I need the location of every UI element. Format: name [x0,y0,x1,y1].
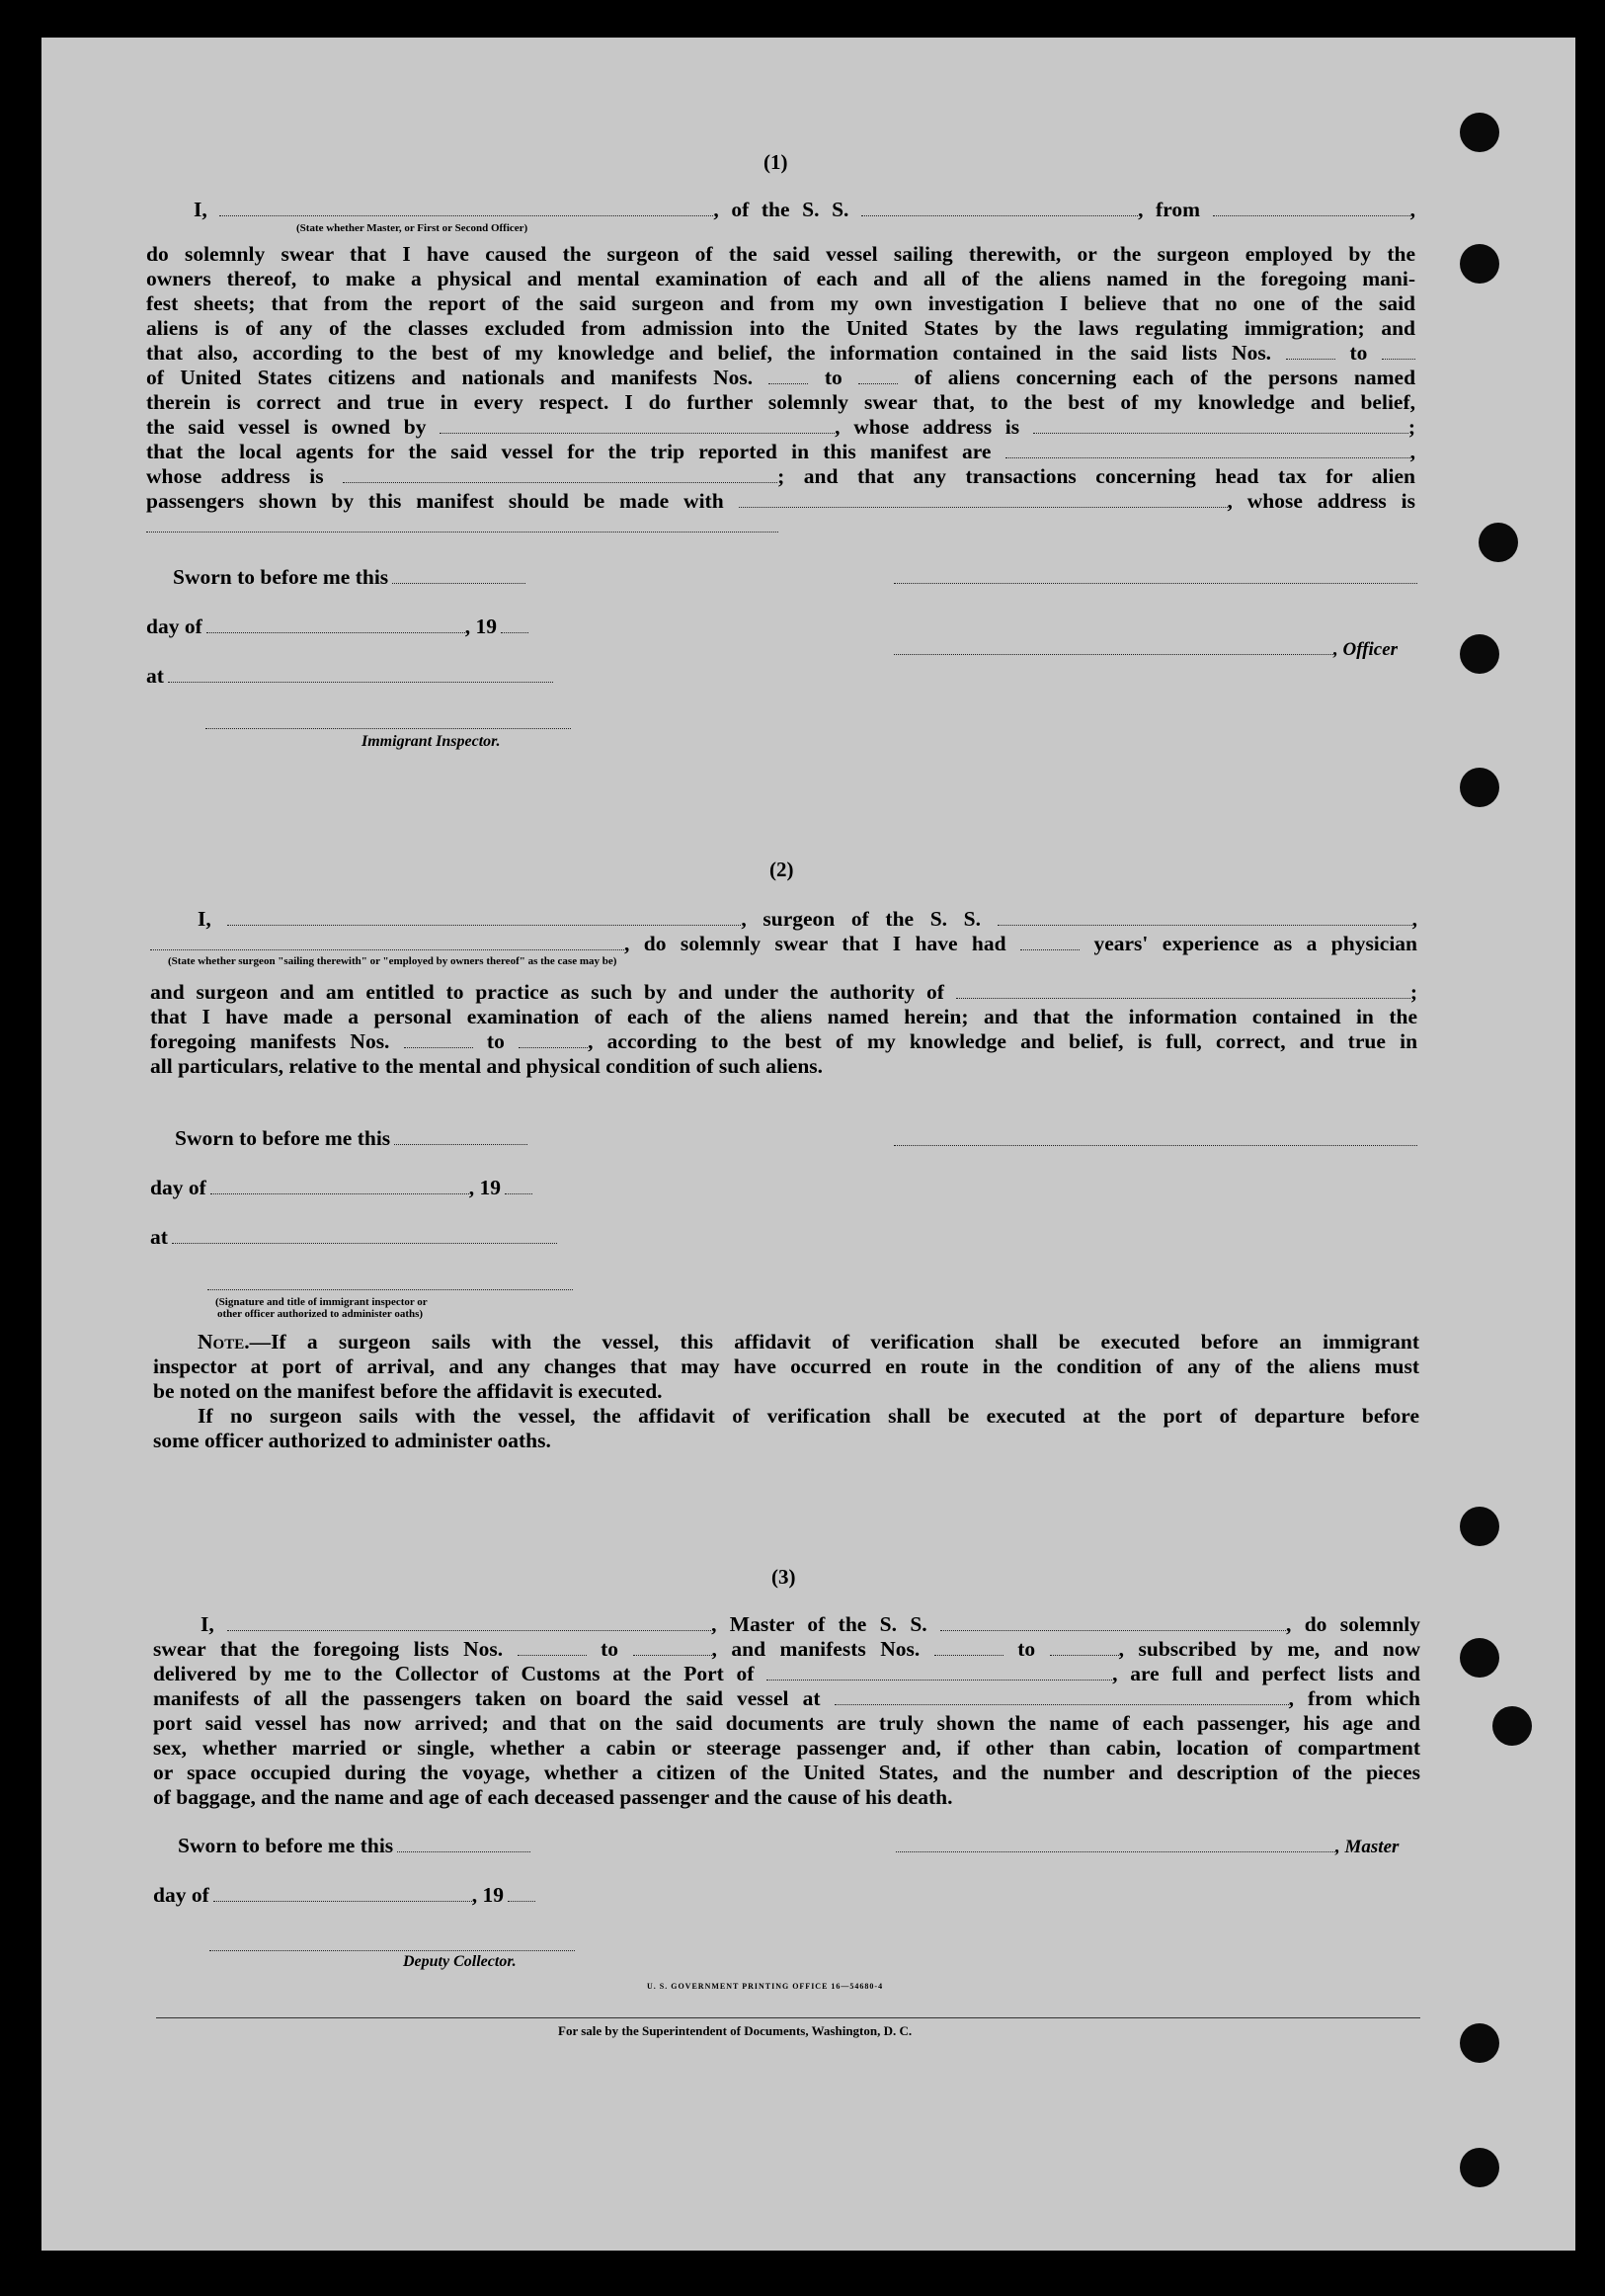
note-line: be noted on the manifest before the affidavit is executed. [153,1379,663,1403]
owner-field[interactable] [440,417,835,434]
text: that the local agents for the said vessel for the trip reported in this manifest are [146,440,992,463]
punch-hole [1460,2148,1499,2187]
sworn-day-field[interactable] [392,567,525,584]
officer-label: , Officer [1333,639,1399,660]
body-line [146,415,1415,440]
day-of-label: day of [146,615,202,638]
authority-field[interactable] [956,982,1410,999]
deputy-label: Deputy Collector. [403,1953,517,1970]
text: to [1017,1637,1036,1661]
text: , of the S. S. [713,198,849,221]
text: , Master of the S. S. [711,1612,927,1636]
vessel-name-field[interactable] [940,1614,1286,1631]
body-line: aliens is of any of the classes excluded from admission into the United States by the laws regulating immigration; and [146,316,1415,340]
officer-signature-field[interactable] [894,638,1333,655]
punch-hole [1460,1638,1499,1678]
text: to [824,366,843,389]
text: , whose address is [835,415,1020,439]
deputy-signature-line[interactable] [209,1950,575,1951]
sworn-day-field[interactable] [394,1128,527,1145]
punch-hole [1460,2023,1499,2063]
year-field[interactable] [505,1178,532,1194]
section-2-line-2 [150,932,1417,956]
at-place-field[interactable] [172,1227,557,1244]
surgeon-status-field[interactable] [150,934,624,950]
text: , do solemnly [1286,1612,1420,1636]
head-tax-contact-field[interactable] [739,491,1228,508]
month-field[interactable] [210,1178,469,1194]
section-3-number: (3) [771,1565,796,1589]
manifests-from-field[interactable] [404,1031,473,1048]
officer-caption: (State whether Master, or First or Second Officer) [296,222,528,234]
year-label: , 19 [468,1176,501,1199]
years-field[interactable] [1020,934,1080,950]
at-label: at [150,1225,168,1249]
lists-to-field[interactable] [1382,343,1415,360]
section-2-number: (2) [769,858,794,881]
sworn-label: Sworn to before me this [178,1834,394,1857]
signature-caption: (Signature and title of immigrant inspector or [215,1296,428,1308]
officer-sign-block [894,638,1398,661]
signature-line[interactable] [894,583,1417,584]
sworn-label: Sworn to before me this [175,1126,391,1150]
body-line: port said vessel has now arrived; and that on the said documents are truly shown the name of each passenger, his age and [153,1711,1420,1735]
manifests-to-field[interactable] [858,368,898,384]
body-line: fest sheets; that from the report of the said surgeon and from my own investigation I believe that no one of the said [146,291,1415,315]
year-field[interactable] [501,616,528,633]
owner-address-field[interactable] [1033,417,1408,434]
from-port-field[interactable] [1213,200,1410,216]
body-line [146,366,1415,390]
text: manifests of all the passengers taken on board the said vessel at [153,1686,821,1710]
text: , and manifests Nos. [711,1637,921,1661]
manifests-from-field[interactable] [934,1639,1003,1656]
gpo-imprint: U. S. GOVERNMENT PRINTING OFFICE 16—54680-4 [647,1982,884,1991]
punch-hole [1460,244,1499,284]
text: , [1411,907,1418,931]
day-of-label: day of [153,1883,209,1907]
surgeon-caption: (State whether surgeon "sailing therewith" or "employed by owners thereof" as the case may be) [168,955,617,967]
text: , do solemnly swear that I have had [624,932,1006,955]
officer-name-field[interactable] [219,200,713,216]
master-name-field[interactable] [227,1614,711,1631]
sworn-day-field[interactable] [397,1836,530,1852]
lists-from-field[interactable] [518,1639,587,1656]
text: , whose address is [1227,489,1415,513]
text: whose address is [146,464,324,488]
inspector-signature-line[interactable] [207,1289,573,1290]
signature-caption: other officer authorized to administer oaths) [217,1308,424,1320]
text: , from which [1288,1686,1421,1710]
body-line [146,440,1415,464]
section-3-body [153,1637,1420,1810]
master-sign-block [896,1836,1399,1858]
note-line: If no surgeon sails with the vessel, the affidavit of verification shall be executed at the port of departure before [198,1404,1419,1428]
text: years' experience as a physician [1093,932,1418,955]
punch-hole [1460,768,1499,807]
lists-from-field[interactable] [1286,343,1335,360]
text: to [601,1637,619,1661]
section-1-header-line [194,198,1415,222]
section-2-line-1 [198,907,1417,932]
punch-hole [1460,1507,1499,1546]
body-line: of baggage, and the name and age of each deceased passenger and the cause of his death. [153,1785,953,1809]
agents-address-field[interactable] [343,466,777,483]
note-line: some officer authorized to administer oaths. [153,1429,551,1452]
text: passengers shown by this manifest should be made with [146,489,724,513]
year-label: , 19 [471,1883,504,1907]
date-block-2 [150,1176,532,1200]
boarding-port-field[interactable] [835,1688,1289,1705]
sworn-block-1 [173,565,525,590]
text: of United States citizens and nationals and manifests Nos. [146,366,754,389]
text: I, [201,1612,214,1636]
text: ; [1407,415,1415,439]
lists-to-field[interactable] [633,1639,712,1656]
text: I, [198,907,211,931]
master-signature-field[interactable] [896,1836,1335,1852]
year-label: , 19 [464,615,497,638]
text: ; [1409,980,1417,1004]
text: , are full and perfect lists and [1112,1662,1420,1685]
body-line: therein is correct and true in every respect. I do further solemnly swear that, to the best of my knowledge and belief, [146,390,1415,414]
body-line: all particulars, relative to the mental and physical condition of such aliens. [150,1054,824,1078]
vessel-name-field[interactable] [998,909,1412,926]
text: , [1409,440,1415,463]
date-block-1 [146,615,528,639]
body-line: sex, whether married or single, whether a cabin or steerage passenger and, if other than cabin, location of compartment [153,1736,1420,1760]
text: foregoing manifests Nos. [150,1029,390,1053]
date-block-3 [153,1883,535,1908]
sworn-block-2 [175,1126,527,1151]
at-block-1 [146,664,553,689]
text: the said vessel is owned by [146,415,427,439]
text: that also, according to the best of my knowledge and belief, the information contained in the said lists Nos. [146,341,1272,365]
body-line: that I have made a personal examination of each of the aliens named herein; and that the information contained in the [150,1005,1417,1028]
section-1-number: (1) [763,150,788,174]
body-line: owners thereof, to make a physical and mental examination of each and all of the aliens named in the foregoing mani- [146,267,1415,290]
text: swear that the foregoing lists Nos. [153,1637,504,1661]
text: ; and that any transactions concerning head tax for alien [777,464,1415,488]
footer-rule [156,2017,1420,2018]
month-field[interactable] [213,1885,472,1902]
surgeon-name-field[interactable] [227,909,741,926]
text: —If a surgeon sails with the vessel, this affidavit of verification shall be executed before an immigrant [249,1330,1419,1353]
text: to [1349,341,1368,365]
day-of-label: day of [150,1176,206,1199]
section-3-line-1 [201,1612,1420,1637]
master-label: , Master [1335,1837,1400,1857]
note-line: inspector at port of arrival, and any changes that may have occurred en route in the condition of any of the aliens must [153,1354,1419,1378]
body-line [146,489,1415,514]
local-agents-field[interactable] [1005,442,1410,458]
sworn-label: Sworn to before me this [173,565,389,589]
signature-line[interactable] [894,1145,1417,1146]
section-2-body [150,980,1417,1079]
sale-notice: For sale by the Superintendent of Documents, Washington, D. C. [558,2023,913,2038]
text: and surgeon and am entitled to practice as such by and under the authority of [150,980,944,1004]
punch-hole [1460,113,1499,152]
punch-hole [1492,1706,1532,1746]
note-label: Note. [198,1330,250,1353]
section-1-body [146,242,1415,532]
inspector-label: Immigrant Inspector. [361,733,501,750]
month-field[interactable] [206,616,465,633]
text: , surgeon of the S. S. [741,907,982,931]
punch-hole [1460,634,1499,674]
manifests-from-field[interactable] [768,368,808,384]
text: delivered by me to the Collector of Customs at the Port of [153,1662,755,1685]
note-block [153,1330,1419,1453]
at-place-field[interactable] [168,666,553,683]
manifests-to-field[interactable] [1050,1639,1119,1656]
year-field[interactable] [508,1885,535,1902]
manifests-to-field[interactable] [519,1031,588,1048]
text: , subscribed by me, and now [1118,1637,1421,1661]
text: , [1409,198,1416,221]
body-line: or space occupied during the voyage, whether a citizen of the United States, and the number and description of the pieces [153,1761,1420,1784]
at-label: at [146,664,164,688]
vessel-name-field[interactable] [861,200,1138,216]
body-line [146,341,1415,366]
sworn-block-3 [178,1834,530,1858]
text: , from [1138,198,1201,221]
head-tax-address-field[interactable] [146,522,778,533]
port-field[interactable] [766,1664,1112,1681]
text: of aliens concerning each of the persons named [914,366,1416,389]
text: , according to the best of my knowledge and belief, is full, correct, and true in [588,1029,1418,1053]
body-line: do solemnly swear that I have caused the surgeon of the said vessel sailing therewith, or the surgeon employed by the [146,242,1415,266]
punch-hole [1479,523,1518,562]
body-line [146,464,1415,489]
text: to [486,1029,505,1053]
inspector-signature-line[interactable] [205,728,571,729]
at-block-2 [150,1225,557,1250]
text: I, [194,198,207,221]
